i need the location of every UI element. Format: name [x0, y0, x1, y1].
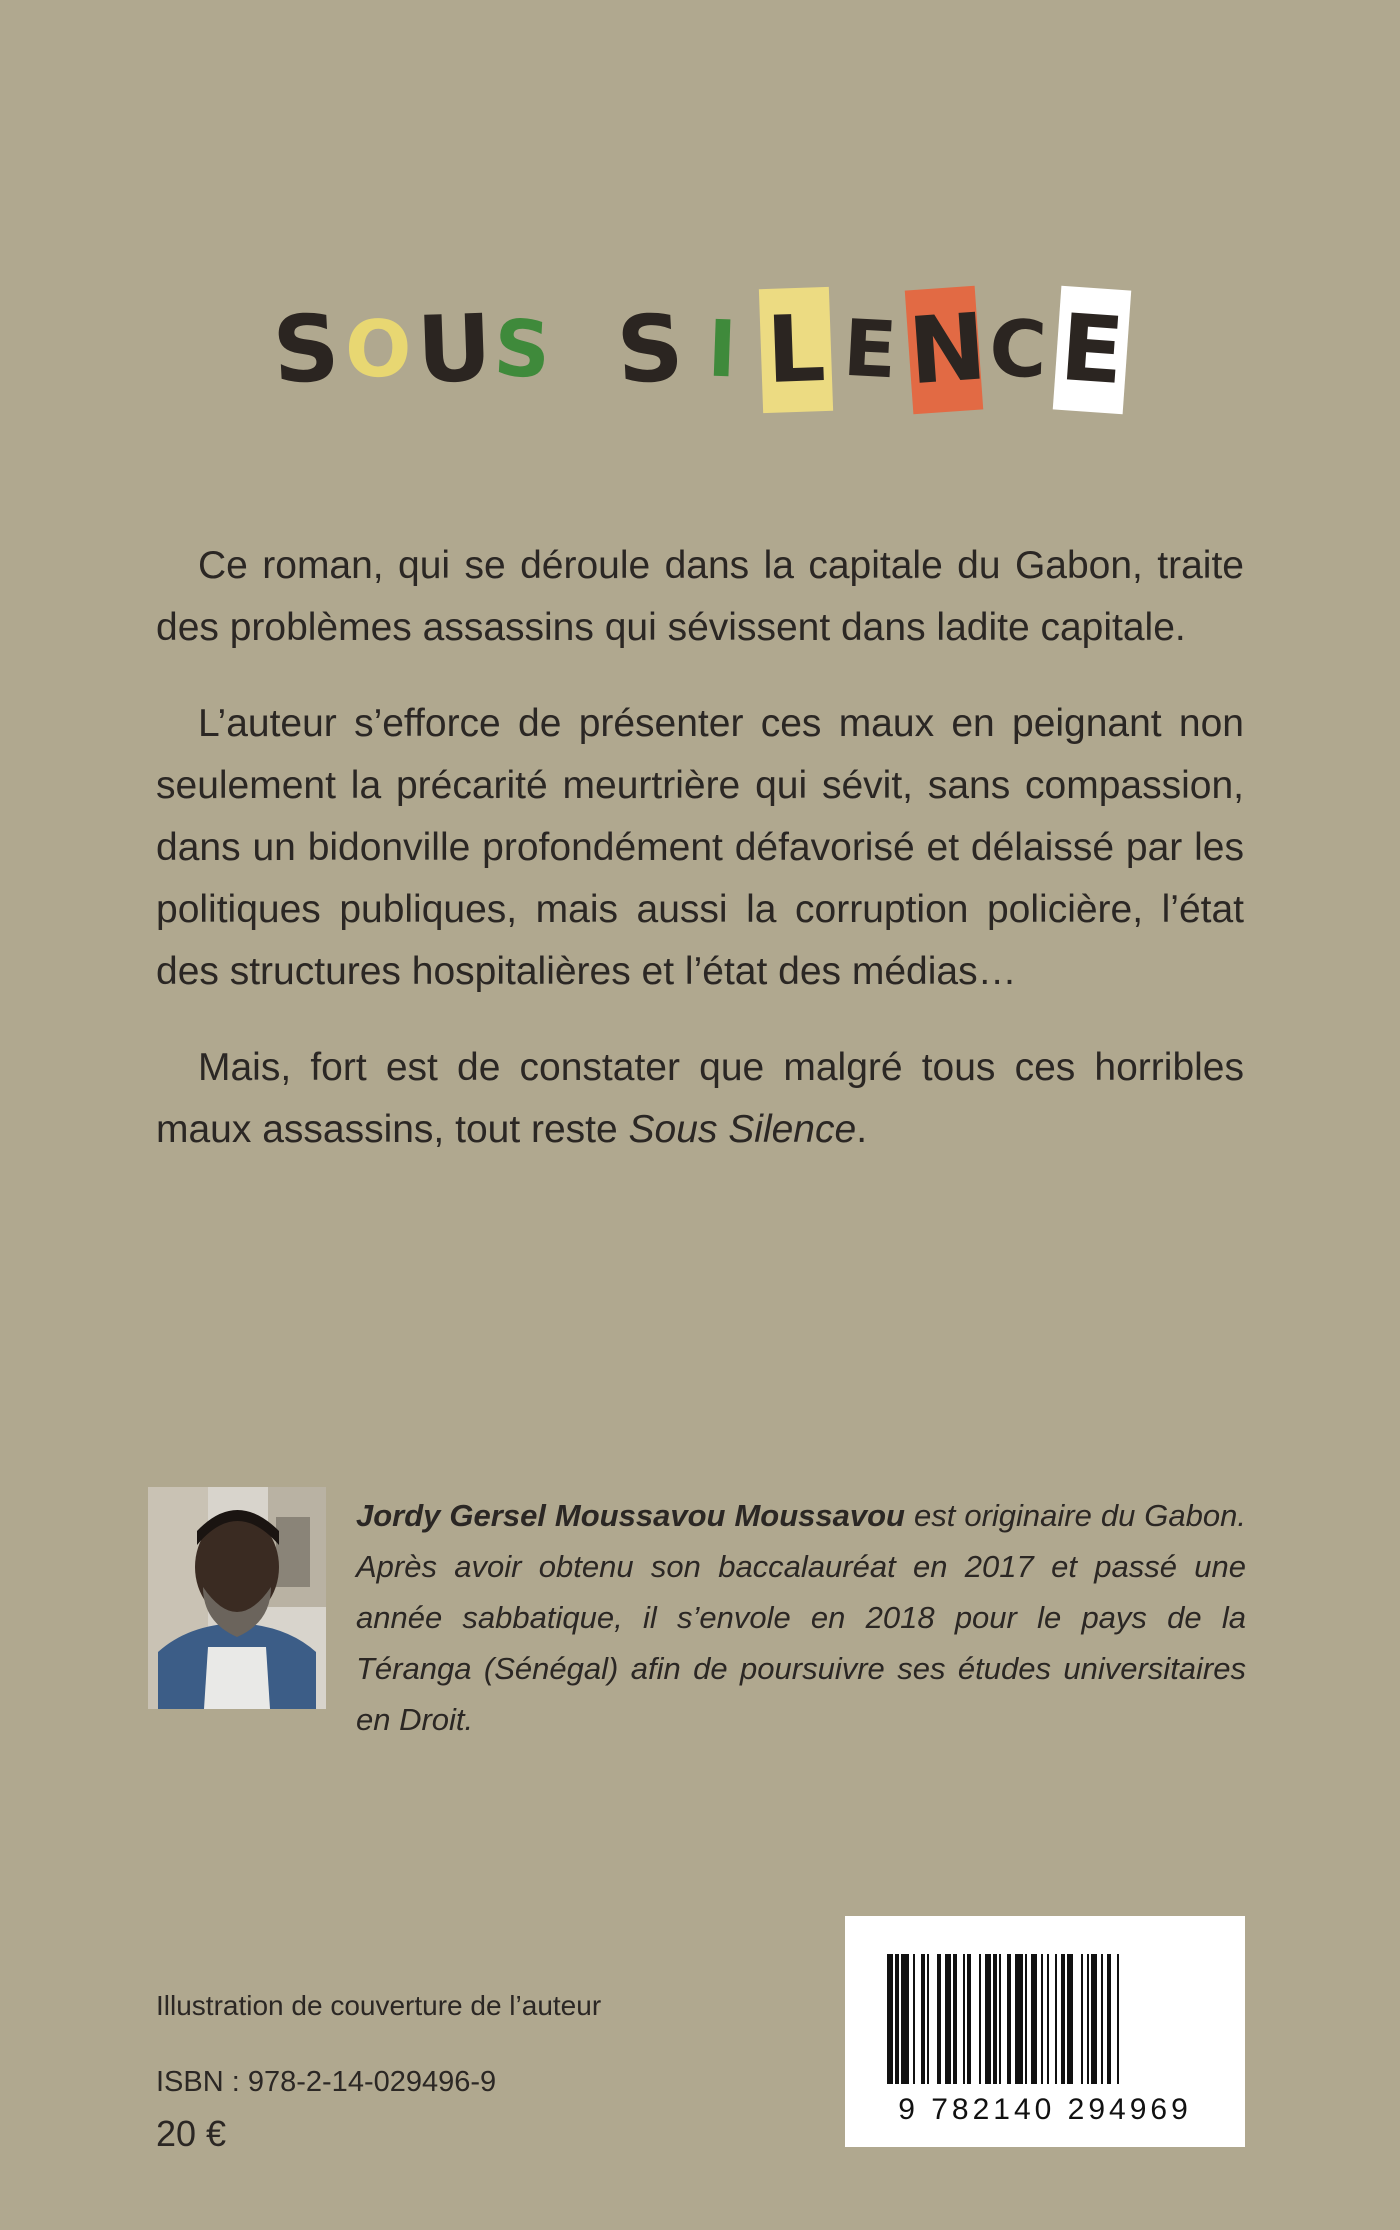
author-photo	[148, 1487, 326, 1709]
title-letter: S	[270, 294, 342, 405]
blurb-paragraph-2: L’auteur s’efforce de présenter ces maux en peignant non seulement la précarité meurtrière qui sévit, sans compassion, dans un bidonville profondément défavorisé et délaissé par les politiques publiques, mais aussi la corruption policière, l’état des structures hospitalières et l’état des médias…	[156, 702, 1244, 993]
title-letter: L	[759, 287, 833, 413]
author-portrait-illustration	[148, 1487, 326, 1709]
barcode-digits: 9 782140 294969	[898, 2093, 1192, 2126]
author-bio-text: est originaire du Gabon. Après avoir obtenu son baccalauréat en 2017 et passé une année sabbatique, il s’envole en 2018 pour le pays de la Téranga (Sénégal) afin de poursuivre ses études universitaires en Droit.	[356, 1498, 1246, 1737]
barcode-bar	[937, 1954, 941, 2084]
barcode-bar	[1081, 1954, 1083, 2084]
barcode-bar	[887, 1954, 893, 2084]
barcode-bar	[1067, 1954, 1073, 2084]
barcode-bar	[953, 1954, 957, 2084]
author-bio	[356, 1490, 1246, 1745]
back-cover-blurb	[156, 535, 1244, 1195]
barcode-bar	[1031, 1954, 1037, 2084]
barcode	[845, 1916, 1245, 2147]
barcode-bar	[1087, 1954, 1089, 2084]
barcode-bar	[895, 1954, 899, 2084]
illustration-credit: Illustration de couverture de l’auteur	[156, 1990, 602, 2021]
blurb-paragraph-3-text: Mais, fort est de constater que malgré tous ces horribles maux assassins, tout reste	[156, 1046, 1244, 1151]
barcode-bar	[1117, 1954, 1119, 2084]
title-letter: C	[987, 304, 1049, 396]
title-word-sous	[270, 295, 558, 405]
barcode-bar	[1091, 1954, 1097, 2084]
title-letter: S	[614, 294, 686, 405]
blurb-paragraph-1: Ce roman, qui se déroule dans la capitale du Gabon, traite des problèmes assassins qui sévissent dans ladite capitale.	[156, 544, 1244, 649]
barcode-bar	[967, 1954, 971, 2084]
price: 20 €	[156, 2113, 227, 2154]
barcode-bar	[963, 1954, 965, 2084]
blurb-book-title: Sous Silence	[628, 1108, 857, 1151]
barcode-bar	[1025, 1954, 1027, 2084]
title-word-silence	[614, 288, 1130, 412]
blurb-paragraph-3-end: .	[856, 1108, 868, 1151]
barcode-bar	[945, 1954, 951, 2084]
barcode-bar	[1015, 1954, 1023, 2084]
barcode-bar	[1041, 1954, 1043, 2084]
title-letter: S	[491, 303, 553, 397]
barcode-bar	[1101, 1954, 1103, 2084]
barcode-bar	[1007, 1954, 1011, 2084]
barcode-bar	[901, 1954, 909, 2084]
blurb-paragraph-3	[156, 1037, 1244, 1161]
isbn: ISBN : 978-2-14-029496-9	[156, 2066, 497, 2098]
barcode-bar	[921, 1954, 925, 2084]
barcode-bar	[927, 1954, 929, 2084]
barcode-bar	[1055, 1954, 1057, 2084]
barcode-bar	[979, 1954, 981, 2084]
title-letter: U	[415, 294, 494, 405]
book-title	[0, 270, 1400, 430]
title-letter: I	[705, 304, 739, 396]
barcode-bar	[985, 1954, 991, 2084]
barcode-bar	[999, 1954, 1001, 2084]
title-letter: N	[905, 286, 983, 415]
author-name: Jordy Gersel Moussavou Moussavou	[356, 1498, 905, 1533]
barcode-bar	[1061, 1954, 1065, 2084]
title-letter: E	[841, 303, 899, 397]
barcode-bar	[1107, 1954, 1111, 2084]
barcode-bar	[1047, 1954, 1049, 2084]
barcode-bar	[993, 1954, 997, 2084]
title-letter: E	[1053, 286, 1131, 415]
title-letter: O	[343, 303, 413, 397]
barcode-bar	[913, 1954, 915, 2084]
